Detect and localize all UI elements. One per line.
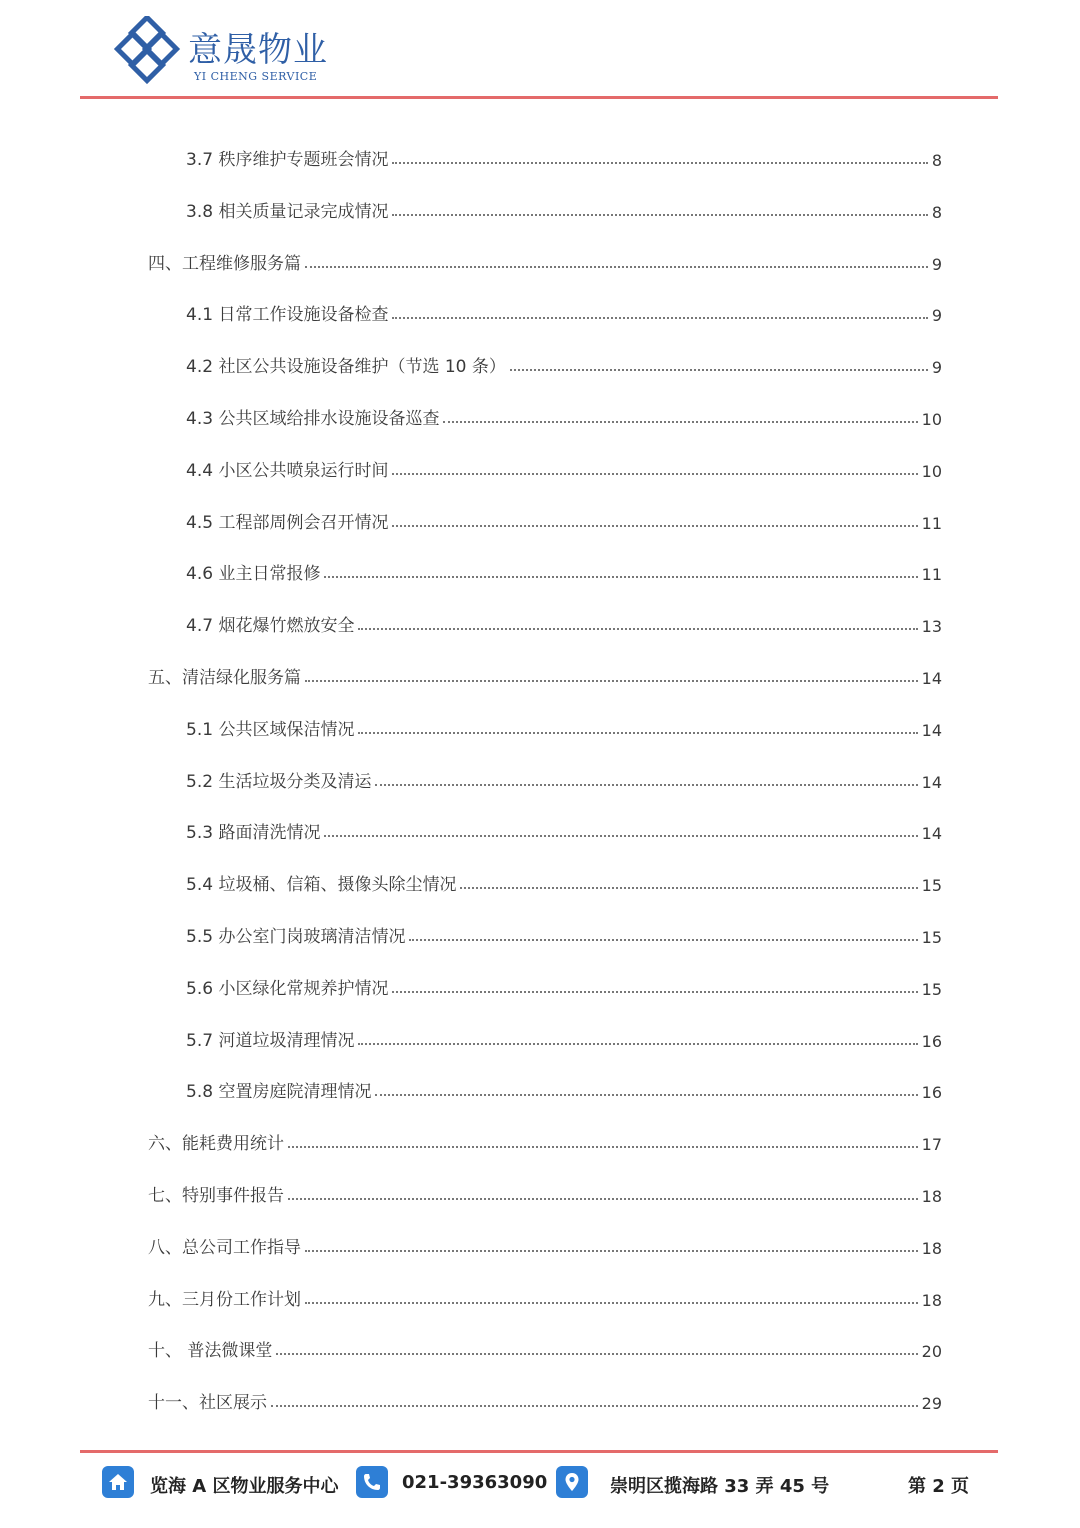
toc-entry-page: 11 [921, 565, 942, 585]
toc-dot-leader [392, 162, 927, 164]
toc-entry[interactable] [186, 969, 942, 999]
toc-dot-leader [392, 317, 927, 319]
toc-dot-leader [305, 680, 918, 682]
toc-entry-page: 15 [921, 979, 942, 999]
toc-entry-title: 5.3 路面清洗情况 [186, 823, 321, 844]
toc-entry-page: 20 [921, 1342, 942, 1362]
toc-entry-title: 六、能耗费用统计 [148, 1134, 284, 1155]
toc-dot-leader [392, 214, 927, 216]
toc-entry-page: 13 [921, 617, 942, 637]
toc-dot-leader [358, 628, 917, 630]
home-icon [102, 1466, 134, 1498]
toc-entry-page: 17 [921, 1135, 942, 1155]
toc-entry-title: 4.6 业主日常报修 [186, 564, 321, 585]
page-footer [0, 1460, 1080, 1510]
toc-dot-leader [375, 1094, 917, 1096]
toc-dot-leader [392, 991, 917, 993]
toc-entry-page: 8 [931, 151, 942, 170]
toc-entry[interactable] [186, 554, 942, 584]
toc-entry-title: 5.7 河道垃圾清理情况 [186, 1030, 355, 1051]
toc-dot-leader [305, 1302, 918, 1304]
toc-entry[interactable] [186, 140, 942, 170]
toc-entry-page: 18 [921, 1187, 942, 1206]
toc-entry[interactable] [148, 1228, 942, 1258]
toc-entry-title: 4.1 日常工作设施设备检查 [186, 305, 389, 326]
service-center-name: 览海 A 区物业服务中心 [150, 1476, 339, 1497]
phone-number: 021-39363090 [402, 1472, 548, 1493]
toc-entry[interactable] [186, 192, 942, 222]
toc-entry-title: 十一、社区展示 [148, 1393, 267, 1414]
toc-entry-page: 9 [931, 358, 942, 378]
toc-entry-title: 九、三月份工作计划 [148, 1289, 301, 1310]
toc-entry[interactable] [186, 451, 942, 481]
toc-entry-title: 四、工程维修服务篇 [148, 253, 301, 274]
toc-entry-title: 十、 普法微课堂 [148, 1341, 273, 1362]
toc-entry-title: 4.2 社区公共设施设备维护（节选 10 条） [186, 357, 506, 378]
toc-entry[interactable] [186, 917, 942, 947]
toc-entry-page: 29 [921, 1394, 942, 1414]
toc-dot-leader [392, 473, 917, 475]
toc-entry-page: 15 [921, 876, 942, 896]
toc-dot-leader [276, 1353, 917, 1355]
company-logo-icon [114, 16, 186, 88]
toc-entry-title: 5.8 空置房庭院清理情况 [186, 1082, 372, 1103]
toc-entry-title: 八、总公司工作指导 [148, 1237, 301, 1258]
toc-entry-title: 七、特别事件报告 [148, 1186, 284, 1206]
toc-entry[interactable] [148, 1124, 942, 1154]
toc-entry-title: 五、清洁绿化服务篇 [148, 668, 301, 688]
toc-entry-page: 10 [921, 410, 942, 429]
toc-dot-leader [409, 939, 917, 941]
toc-entry[interactable] [186, 606, 942, 636]
header-divider [80, 96, 998, 99]
toc-entry[interactable] [148, 658, 942, 688]
toc-entry[interactable] [186, 865, 942, 895]
toc-entry[interactable] [148, 1176, 942, 1206]
toc-entry-page: 18 [921, 1290, 942, 1310]
toc-entry-title: 5.4 垃圾桶、信箱、摄像头除尘情况 [186, 875, 457, 896]
toc-entry[interactable] [186, 1072, 942, 1102]
page-number: 第 2 页 [908, 1476, 970, 1497]
footer-divider [80, 1450, 998, 1453]
page-header [0, 0, 1080, 104]
toc-entry-page: 9 [931, 254, 942, 274]
toc-dot-leader [305, 1250, 918, 1252]
toc-entry-title: 4.7 烟花爆竹燃放安全 [186, 616, 355, 637]
toc-dot-leader [358, 732, 917, 734]
toc-entry[interactable] [186, 1021, 942, 1051]
toc-entry-page: 8 [931, 202, 942, 222]
toc-entry-title: 4.3 公共区域给排水设施设备巡查 [186, 409, 440, 429]
toc-entry-title: 3.8 相关质量记录完成情况 [186, 201, 389, 222]
toc-dot-leader [375, 784, 917, 786]
toc-entry[interactable] [186, 503, 942, 533]
toc-dot-leader [443, 421, 917, 423]
toc-entry-title: 5.6 小区绿化常规养护情况 [186, 978, 389, 999]
toc-entry[interactable] [186, 347, 942, 377]
phone-icon [356, 1466, 388, 1498]
toc-dot-leader [358, 1043, 917, 1045]
toc-dot-leader [271, 1405, 918, 1407]
toc-entry[interactable] [148, 1280, 942, 1310]
toc-dot-leader [392, 525, 917, 527]
toc-entry-page: 16 [921, 1083, 942, 1103]
toc-entry-title: 3.7 秩序维护专题班会情况 [186, 150, 389, 170]
toc-entry[interactable] [148, 1331, 942, 1361]
toc-entry-page: 14 [921, 669, 942, 688]
toc-entry-page: 9 [931, 306, 942, 326]
toc-entry-page: 10 [921, 461, 942, 481]
toc-entry-title: 4.4 小区公共喷泉运行时间 [186, 460, 389, 481]
toc-entry-page: 11 [921, 513, 942, 533]
toc-entry[interactable] [186, 295, 942, 325]
location-pin-icon [556, 1466, 588, 1498]
brand-name: 意晟物业 [188, 30, 328, 70]
toc-entry[interactable] [148, 1383, 942, 1413]
toc-entry-title: 5.5 办公室门岗玻璃清洁情况 [186, 927, 406, 947]
toc-dot-leader [324, 835, 917, 837]
toc-entry-page: 16 [921, 1031, 942, 1051]
address: 崇明区揽海路 33 弄 45 号 [610, 1476, 830, 1497]
toc-dot-leader [324, 576, 917, 578]
toc-entry[interactable] [186, 710, 942, 740]
toc-entry[interactable] [186, 762, 942, 792]
toc-dot-leader [288, 1198, 918, 1200]
toc-entry-page: 15 [921, 928, 942, 947]
toc-dot-leader [460, 887, 917, 889]
toc-dot-leader [510, 369, 928, 371]
toc-entry-page: 14 [921, 824, 942, 844]
toc-entry-title: 4.5 工程部周例会召开情况 [186, 512, 389, 533]
toc-entry-page: 14 [921, 772, 942, 792]
toc-entry[interactable] [186, 813, 942, 843]
toc-entry-title: 5.2 生活垃圾分类及清运 [186, 771, 372, 792]
toc-entry[interactable] [148, 244, 942, 274]
toc-entry[interactable] [186, 399, 942, 429]
toc-entry-page: 18 [921, 1238, 942, 1258]
toc-entry-title: 5.1 公共区域保洁情况 [186, 719, 355, 740]
toc-entry-page: 14 [921, 720, 942, 740]
toc-dot-leader [288, 1146, 918, 1148]
brand-subtitle: YI CHENG SERVICE [194, 70, 318, 83]
toc-dot-leader [305, 266, 928, 268]
